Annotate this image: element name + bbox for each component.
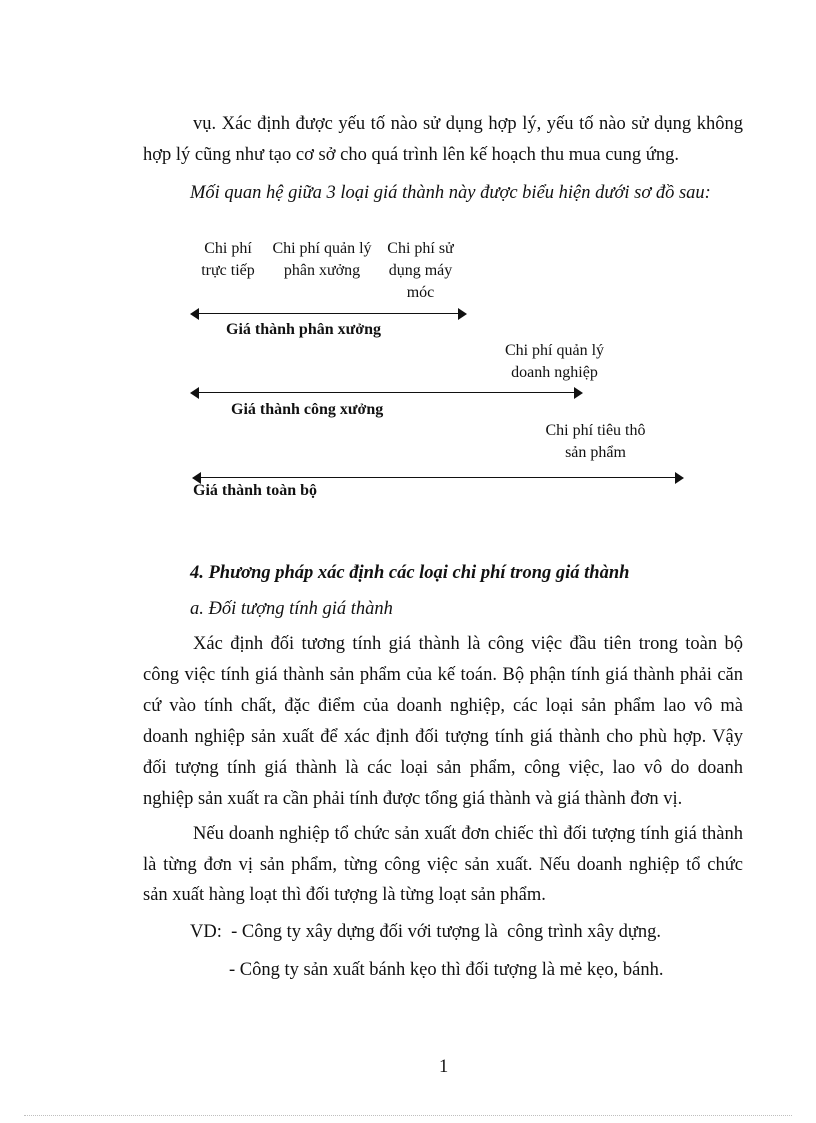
paragraph-1-line-5: đối tượng tính giá thành là các loại sản phẩm, công việc, lao vô do doanh (143, 758, 743, 778)
label-enterprise-management-cost: Chi phí quản lý doanh nghiệp (504, 342, 605, 381)
arrow-workshop-cost (190, 308, 467, 320)
paragraph-1-line-4: doanh nghiệp sản xuất để xác định đối tượng tính giá thành cho phù hợp. Vậy (143, 727, 743, 747)
page-number: 1 (439, 1057, 449, 1077)
axis-label-total-cost: Giá thành toàn bộ (193, 482, 318, 499)
paragraph-1-line-3: cứ vào tính chất, đặc điểm của doanh nghiệp, các loại sản phẩm lao vô mà (143, 696, 743, 716)
arrow-factory-cost (190, 387, 583, 399)
footer-divider (24, 1115, 792, 1116)
paragraph-2-line-2: là từng đơn vị sản phẩm, từng công việc sản xuất. Nếu doanh nghiệp tổ chức (143, 855, 743, 875)
example-line-2: - Công ty sản xuất bánh kẹo thì đối tượng là mẻ kẹo, bánh. (229, 960, 664, 980)
label-direct-cost: Chi phí trực tiếp (201, 240, 255, 279)
axis-label-workshop-cost: Giá thành phân xưởng (226, 321, 381, 338)
paragraph-2-line-3: sản xuất hàng loạt thì đối tượng là từng loạt sản phẩm. (143, 885, 546, 905)
section-heading: 4. Phương pháp xác định các loại chi phí trong giá thành (190, 563, 630, 583)
paragraph-1-line-1: Xác định đối tương tính giá thành là công việc đầu tiên trong toàn bộ (193, 634, 743, 654)
label-workshop-management-cost: Chi phí quản lý phân xưởng (272, 240, 372, 279)
label-machine-cost: Chi phí sử dụng máy móc (387, 240, 454, 301)
paragraph-1-line-2: công việc tính giá thành sản phẩm của kế toán. Bộ phận tính giá thành phải căn (143, 665, 743, 685)
axis-label-factory-cost: Giá thành công xưởng (231, 401, 384, 418)
paragraph-top-line-2: hợp lý cũng như tạo cơ sở cho quá trình lên kế hoạch thu mua cung ứng. (143, 145, 679, 165)
paragraph-2-line-1: Nếu doanh nghiệp tổ chức sản xuất đơn chiếc thì đối tượng tính giá thành (193, 824, 743, 844)
subheading: a. Đối tượng tính giá thành (190, 599, 393, 619)
example-line-1: VD: - Công ty xây dựng đối với tượng là công trình xây dựng. (190, 922, 661, 942)
paragraph-top-line-1: vụ. Xác định được yếu tố nào sử dụng hợp lý, yếu tố nào sử dụng không (193, 114, 743, 134)
label-sales-cost: Chi phí tiêu thô sản phẩm (545, 422, 646, 461)
diagram-caption: Mối quan hệ giữa 3 loại giá thành này được biểu hiện dưới sơ đồ sau: (190, 183, 711, 203)
paragraph-1-line-6: nghiệp sản xuất ra cần phải tính được tổng giá thành và giá thành đơn vị. (143, 789, 683, 809)
